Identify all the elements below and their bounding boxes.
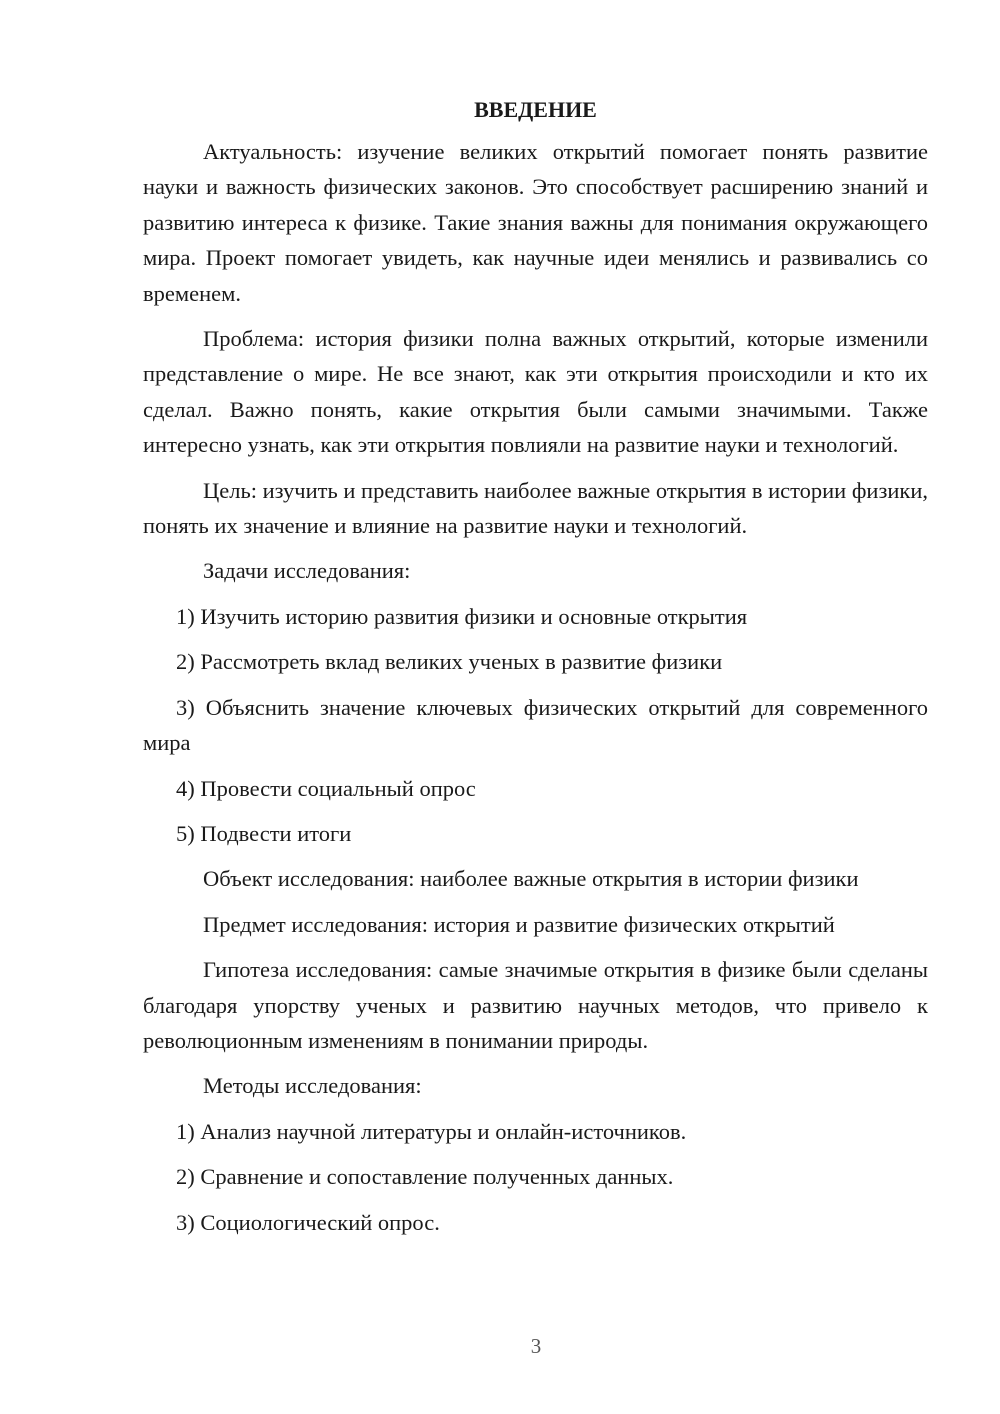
task-item: 1) Изучить историю развития физики и основные открытия <box>176 603 748 629</box>
document-page <box>143 96 928 1250</box>
hypothesis-paragraph: Гипотеза исследования: самые значимые открытия в физике были сделаны благодаря упорству ученых и развитию научных методов, что привело к революционным изменениям в понимании природы. <box>143 957 928 1053</box>
method-item: 3) Социологический опрос. <box>176 1209 440 1235</box>
task-item: 4) Провести социальный опрос <box>176 775 476 801</box>
goal-paragraph: Цель: изучить и представить наиболее важные открытия в истории физики, понять их значение и влияние на развитие науки и технологий. <box>143 477 928 539</box>
task-item: 3) Объяснить значение ключевых физических открытий для современного мира <box>143 694 928 756</box>
research-subject: Предмет исследования: история и развитие физических открытий <box>203 911 835 937</box>
tasks-heading: Задачи исследования: <box>203 558 411 584</box>
problem-paragraph: Проблема: история физики полна важных открытий, которые изменили представление о мире. Не все знают, как эти открытия происходили и кто их сделал. Важно понять, какие открытия были самыми значимыми. Также интересно узнать, как эти открытия повлияли на развитие науки и технологий. <box>143 326 928 458</box>
methods-heading: Методы исследования: <box>203 1073 422 1099</box>
relevance-paragraph: Актуальность: изучение великих открытий помогает понять развитие науки и важность физических законов. Это способствует расширению знаний и развитию интереса к физике. Такие знания важны для понимания окружающего мира. Проект помогает увидеть, как научные идеи менялись и развивались со временем. <box>143 139 928 306</box>
research-object: Объект исследования: наиболее важные открытия в истории физики <box>203 866 859 892</box>
method-item: 2) Сравнение и сопоставление полученных данных. <box>176 1164 674 1190</box>
task-item: 2) Рассмотреть вклад великих ученых в развитие физики <box>176 649 723 675</box>
section-title: ВВЕДЕНИЕ <box>474 97 597 122</box>
method-item: 1) Анализ научной литературы и онлайн-источников. <box>176 1118 687 1144</box>
task-item: 5) Подвести итоги <box>176 820 352 846</box>
page-number: 3 <box>530 1334 542 1358</box>
